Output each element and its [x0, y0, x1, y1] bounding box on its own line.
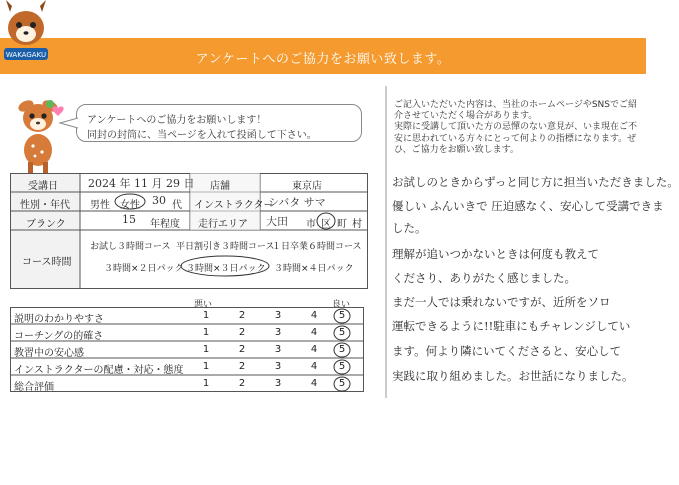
- rating-option: 5: [338, 361, 346, 372]
- blank-label: ブランク: [26, 219, 66, 230]
- rating-option: 5: [338, 327, 346, 338]
- course-option-oneday: １日卒業６時間コース: [272, 242, 362, 252]
- rating-label: 教習中の安心感: [14, 348, 84, 359]
- comment-line-1: お試しのときからずっと同じ方に担当いただきました。: [392, 175, 679, 189]
- comment-divider: [384, 86, 388, 398]
- notice-line-4: 安に思われている方々にとって何よりの指標になります。ぜ: [394, 133, 637, 144]
- bubble-line-2: 同封の封筒に、当ページを入れて投函して下さい。: [87, 130, 317, 141]
- course-option-3day: ３時間×３日パック: [186, 264, 266, 274]
- rating-option: 4: [310, 310, 318, 321]
- rating-option: 2: [238, 344, 246, 355]
- rating-option: 3: [274, 378, 282, 389]
- notice-line-1: ご記入いただいた内容は、当社のホームページやSNSでご紹: [394, 100, 637, 110]
- rating-selected-circle: [333, 342, 351, 358]
- blank-unit: 年程度: [150, 219, 180, 230]
- logo-text: WAKAGAKU: [5, 51, 47, 59]
- notice-line-2: 介させていただく場合があります。: [394, 111, 538, 122]
- age-unit: 代: [172, 200, 182, 211]
- area-unit-village: 村: [352, 219, 362, 230]
- header-title: アンケートへのご協力をお願い致します。: [195, 52, 451, 67]
- rating-option: 4: [310, 344, 318, 355]
- rating-option: 3: [274, 344, 282, 355]
- notice-line-5: ひ、ご協力をお願い致します。: [394, 144, 519, 155]
- rating-option: 2: [238, 361, 246, 372]
- rating-option: 4: [310, 327, 318, 338]
- rating-option: 2: [238, 378, 246, 389]
- course-option-weekday: 平日割引き３時間コース: [176, 242, 275, 252]
- rating-option: 1: [202, 327, 210, 338]
- area-circle-mark: [316, 212, 336, 230]
- rating-option: 5: [338, 310, 346, 321]
- comment-line-5: くださり、ありがたく感じました。: [392, 271, 576, 285]
- store-value: 東京店: [292, 181, 322, 192]
- rating-label: コーチングの的確さ: [14, 331, 104, 342]
- gender-circle-mark: [114, 193, 146, 210]
- instructor-value: シバタ サマ: [268, 196, 326, 209]
- area-unit-city: 市: [306, 219, 316, 230]
- bubble-line-1: アンケートへのご協力をお願いします！: [87, 115, 267, 126]
- comment-area: [392, 160, 679, 420]
- rating-option: 2: [238, 327, 246, 338]
- comment-line-4: 理解が追いつかないときは何度も教えて: [392, 247, 599, 261]
- rating-option: 3: [274, 327, 282, 338]
- store-label: 店舗: [210, 181, 230, 192]
- course-option-2day: ３時間×２日パック: [104, 264, 184, 274]
- rating-option: 1: [202, 310, 210, 321]
- instructor-label: インストラクター: [194, 200, 274, 211]
- course-label: コース時間: [22, 257, 72, 268]
- comment-line-7: 運転できるように!!駐車にもチャレンジしてい: [392, 319, 631, 333]
- date-value: 2024 年 11 月 29 日: [88, 177, 195, 190]
- rating-label: 総合評価: [14, 382, 54, 393]
- rating-option: 3: [274, 310, 282, 321]
- rating-option: 1: [202, 344, 210, 355]
- comment-line-9: 実践に取り組めました。お世話になりました。: [392, 369, 634, 383]
- rating-option: 4: [310, 361, 318, 372]
- rating-option: 1: [202, 361, 210, 372]
- info-form: [10, 173, 368, 289]
- rating-option: 2: [238, 310, 246, 321]
- date-label: 受講日: [28, 181, 58, 192]
- rating-option: 5: [338, 378, 346, 389]
- comment-line-3: した。: [392, 221, 427, 235]
- comment-line-2: 優しい ふんいきで 圧迫感なく、安心して受講できま: [392, 199, 664, 213]
- rating-option: 5: [338, 344, 346, 355]
- rating-option: 4: [310, 378, 318, 389]
- rating-option: 3: [274, 361, 282, 372]
- rating-selected-circle: [333, 308, 351, 324]
- age-value: 30: [152, 194, 166, 207]
- comment-line-6: まだ一人では乗れないですが、近所をソロ: [392, 295, 611, 309]
- area-label: 走行エリア: [198, 219, 248, 230]
- comment-line-8: ます。何より隣にいてくださると、安心して: [392, 344, 622, 358]
- ratings-table: [10, 300, 364, 393]
- gender-label: 性別・年代: [20, 200, 70, 211]
- course-circle-mark: [180, 255, 270, 277]
- bubble-tail-icon: [60, 116, 78, 130]
- instruction-bubble: [76, 104, 362, 142]
- gender-female-option: 女性: [120, 200, 140, 211]
- rating-selected-circle: [333, 325, 351, 341]
- area-unit-town: 町: [337, 219, 347, 230]
- blank-value: 15: [122, 213, 136, 226]
- area-unit-ward: 区: [321, 219, 331, 230]
- logo-fawn-icon: [2, 0, 50, 66]
- rating-low-label: 悪い: [194, 300, 213, 310]
- course-option-4day: ３時間×４日パック: [274, 264, 354, 274]
- notice-text: [394, 100, 638, 156]
- rating-option: 1: [202, 378, 210, 389]
- rating-label: 説明のわかりやすさ: [14, 314, 104, 325]
- notice-line-3: 実際に受講して頂いた方の忌憚のない意見が、いま現在ご不: [394, 122, 638, 133]
- gender-male-option: 男性: [90, 200, 110, 211]
- course-option-trial: お試し３時間コース: [90, 242, 171, 252]
- rating-label: インストラクターの配慮・対応・態度: [14, 365, 184, 376]
- rating-high-label: 良い: [332, 300, 351, 310]
- rating-selected-circle: [333, 376, 351, 392]
- rating-selected-circle: [333, 359, 351, 375]
- area-value: 大田: [266, 215, 288, 228]
- fawn-mascot-icon: [8, 92, 68, 180]
